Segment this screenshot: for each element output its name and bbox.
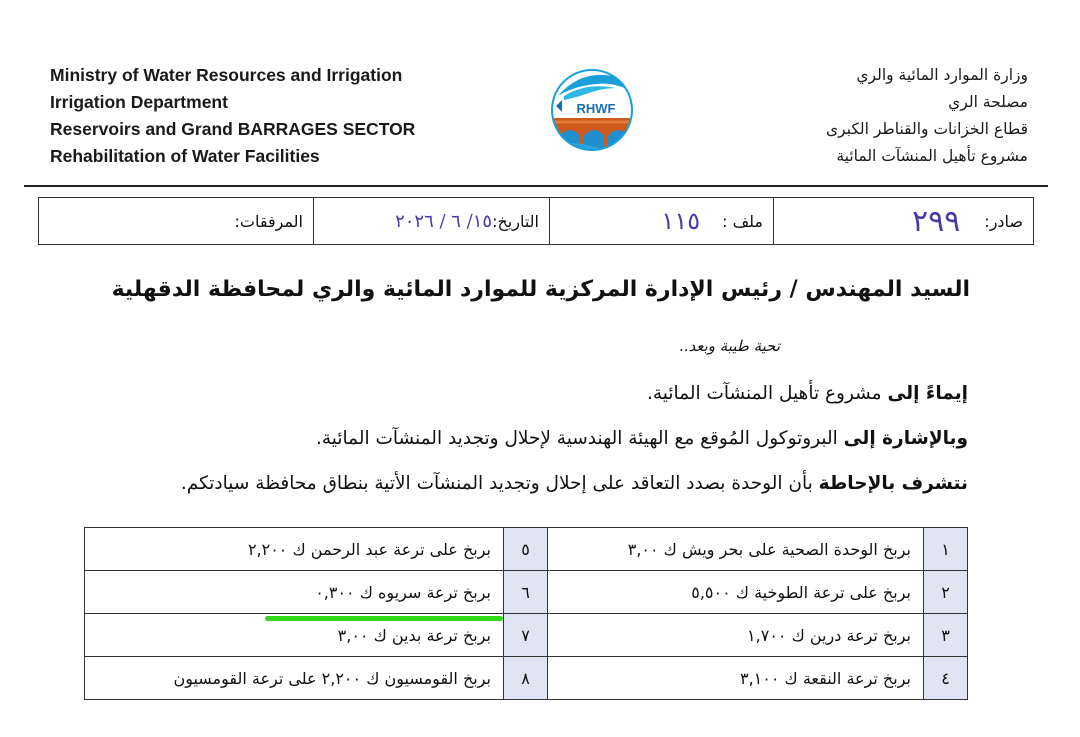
site-number: ٥ (504, 528, 548, 571)
greeting: تحية طيبة وبعد.. (678, 337, 780, 355)
sector-name-en: Reservoirs and Grand BARRAGES SECTOR (50, 119, 416, 139)
paragraph-1-lead: إيماءً إلى (887, 383, 968, 404)
table-row (85, 528, 968, 571)
site-number: ٧ (504, 614, 548, 657)
site-name-highlighted: بربخ ترعة سريوه ك ٠,٣٠٠ (85, 571, 504, 614)
department-name-en: Irrigation Department (50, 92, 228, 112)
ministry-name-en: Ministry of Water Resources and Irrigation (50, 65, 403, 85)
table-row (85, 571, 968, 614)
issued-number: ٢٩٩ (911, 203, 961, 239)
sites-table (84, 527, 968, 700)
project-name-ar: مشروع تأهيل المنشآت المائية (836, 147, 1028, 165)
file-label: ملف : (722, 211, 763, 231)
addressee: السيد المهندس / رئيس الإدارة المركزية للموارد المائية والري لمحافظة الدقهلية (111, 277, 970, 302)
paragraph-3-lead: نتشرف بالإحاطة (818, 473, 968, 494)
paragraph-1 (647, 383, 968, 404)
project-name-en: Rehabilitation of Water Facilities (50, 146, 320, 166)
english-letterhead (50, 62, 480, 170)
ministry-name-ar: وزارة الموارد المائية والري (856, 66, 1028, 84)
rhwf-logo (550, 66, 634, 154)
site-name: بربخ ترعة بدين ك ٣,٠٠ (85, 614, 504, 657)
site-name: بربخ على ترعة عبد الرحمن ك ٢,٢٠٠ (85, 528, 504, 571)
site-name: بربخ ترعة النقعة ك ٣,١٠٠ (548, 657, 924, 700)
attachments-label: المرفقات: (234, 211, 303, 231)
site-number: ٨ (504, 657, 548, 700)
table-row (85, 657, 968, 700)
paragraph-1-text: مشروع تأهيل المنشآت المائية. (646, 383, 888, 404)
site-number: ٢ (924, 571, 968, 614)
file-number: ١١٥ (661, 207, 701, 235)
logo-text: RHWF (576, 101, 616, 116)
site-number: ١ (924, 528, 968, 571)
file-cell (549, 198, 773, 244)
paragraph-3-text: بأن الوحدة بصدد التعاقد على إحلال وتجديد المنشآت الأتية بنطاق محافظة سيادتكم. (180, 473, 819, 494)
paragraph-2-lead: وبالإشارة إلى (843, 428, 968, 449)
date-cell (313, 198, 549, 244)
site-name: بربخ الوحدة الصحية على بحر ويش ك ٣,٠٠ (548, 528, 924, 571)
highlight-underline (265, 616, 503, 621)
table-row (85, 614, 968, 657)
site-number: ٣ (924, 614, 968, 657)
issued-cell (773, 198, 1033, 244)
sector-name-ar: قطاع الخزانات والقناطر الكبرى (826, 120, 1028, 138)
date-label: التاريخ: (492, 211, 539, 231)
issued-label: صادر: (984, 211, 1023, 231)
site-name: بربخ على ترعة الطوخية ك ٥,٥٠٠ (548, 571, 924, 614)
reference-box (38, 197, 1034, 245)
arabic-letterhead (698, 62, 1028, 170)
paragraph-2 (316, 428, 968, 449)
date-value: ١٥/ ٦ / ٢٠٢٦ (395, 210, 493, 232)
header-divider (24, 185, 1048, 187)
paragraph-3 (181, 473, 968, 494)
site-number: ٤ (924, 657, 968, 700)
site-number: ٦ (504, 571, 548, 614)
paragraph-2-text: البروتوكول المُوقع مع الهيئة الهندسية لإحلال وتجديد المنشآت المائية. (315, 428, 844, 449)
attachments-cell (39, 198, 313, 244)
department-name-ar: مصلحة الري (948, 93, 1028, 111)
site-name: بربخ ترعة درين ك ١,٧٠٠ (548, 614, 924, 657)
site-name: بربخ القومسيون ك ٢,٢٠٠ على ترعة القومسيون (85, 657, 504, 700)
